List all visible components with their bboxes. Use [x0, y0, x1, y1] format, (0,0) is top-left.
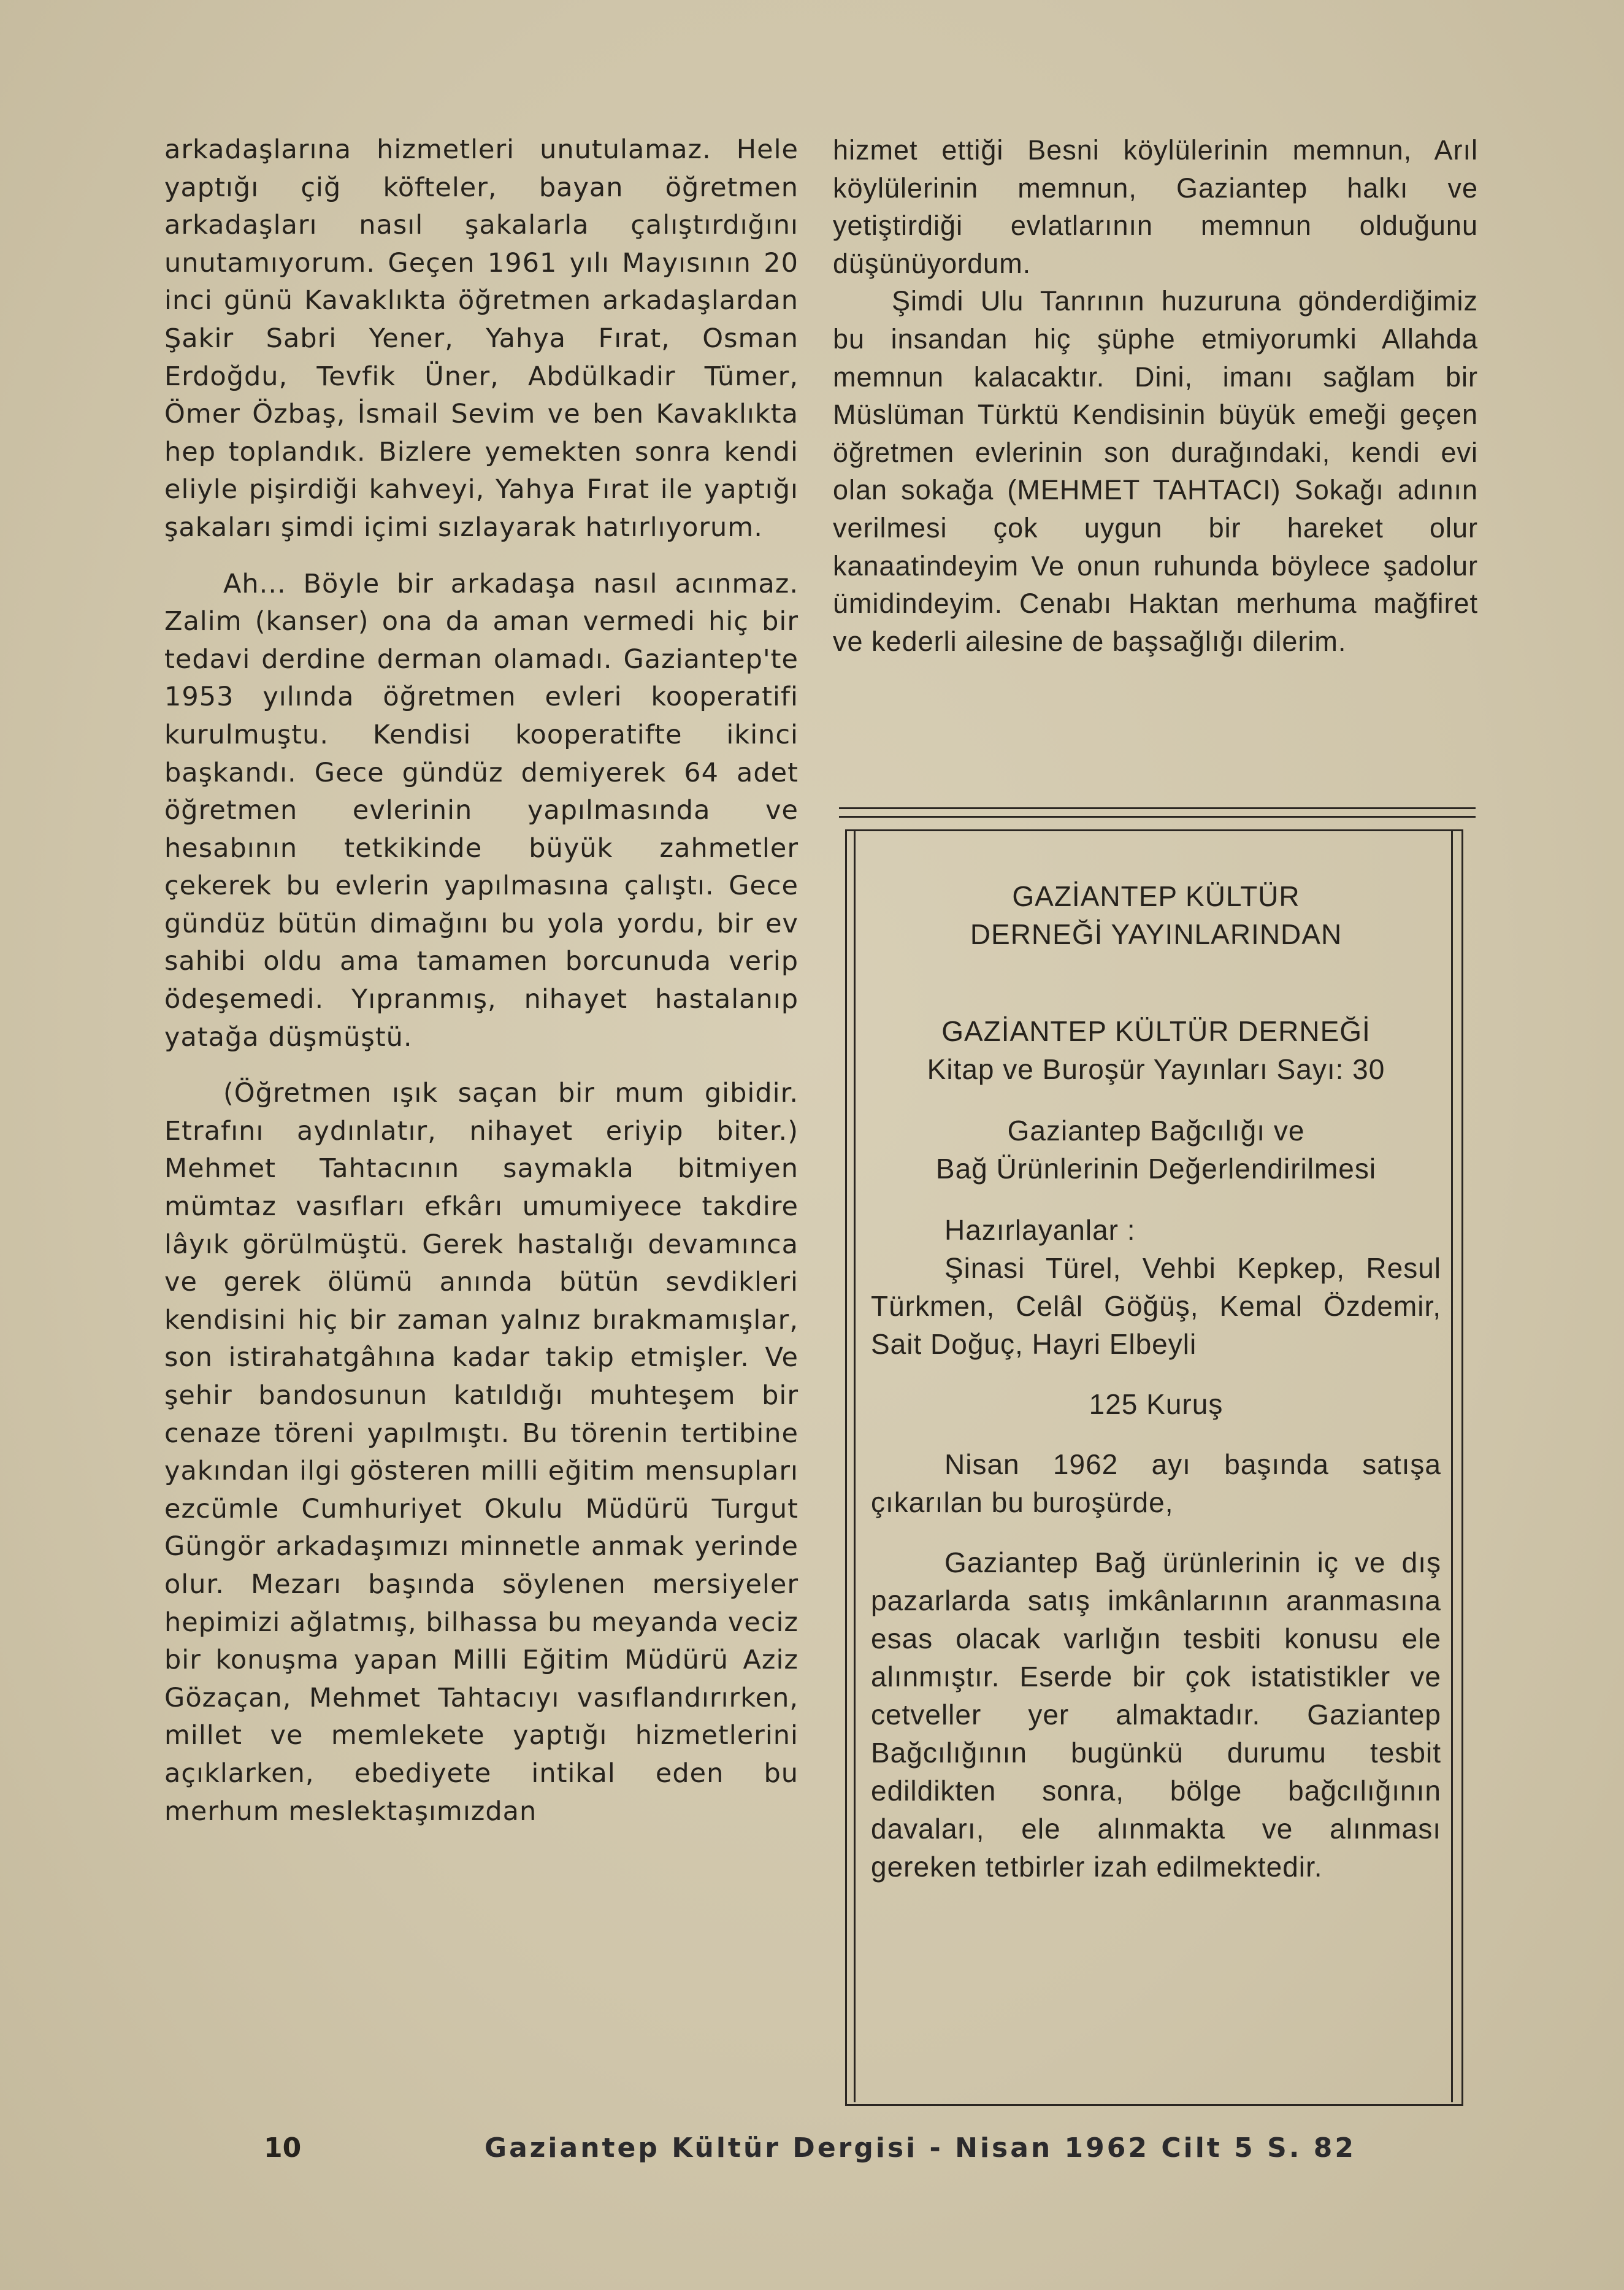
paragraph: Ah... Böyle bir arkadaşa nasıl acınmaz. Zalim (kanser) ona da aman vermedi hiç bir tedavi derdine derman olamadı. Gaziantep'te 1953 yılında öğretmen evleri kooperatifi kurulmuştu. Kendisi kooperatifte ikinci başkandı. Gece gündüz demiyerek 64 adet öğretmen evlerinin yapılmasında ve hesabının tetkikinde büyük zahmetler çekerek bu evlerin yapılmasına çalıştı. Gece gündüz bütün dimağını bu yola yordu, bir ev sahibi oldu ama tamamen borcunuda verip ödeşemedi. Yıpranmış, nihayet hastalanıp yatağa düşmüştü. [164, 568, 799, 1053]
page-number: 10 [264, 2132, 302, 2164]
ad-price: 125 Kuruş [1089, 1388, 1224, 1420]
frame-line [1451, 829, 1453, 2102]
ad-authors: Şinasi Türel, Vehbi Kepkep, Resul Türkmen, Celâl Göğüş, Kemal Özdemir, Sait Doğuç, Hayri Elbeyli [871, 1252, 1441, 1360]
left-column [164, 131, 799, 1831]
ad-authors-label: Hazırlayanlar : [944, 1214, 1136, 1246]
journal-title: Gaziantep Kültür Dergisi - Nisan 1962 Cilt 5 S. 82 [485, 2132, 1357, 2164]
ad-heading: GAZİANTEP KÜLTÜR [1012, 880, 1300, 912]
ad-title: Gaziantep Bağcılığı ve [1007, 1115, 1305, 1147]
divider-rule [839, 816, 1476, 818]
right-column [833, 131, 1478, 660]
paragraph: arkadaşlarına hizmetleri unutulamaz. Hele yaptığı çiğ köfteler, bayan öğretmen arkadaşları nasıl şakalarla çalıştırdığını unutamıyorum. Geçen 1961 yılı Mayısının 20 inci günü Kavaklıkta öğretmen arkadaşlardan Şakir Sabri Yener, Yahya Fırat, Osman Erdoğdu, Tevfik Üner, Abdülkadir Tümer, Ömer Özbaş, İsmail Sevim ve ben Kavaklıkta hep toplandık. Bizlere yemekten sonra kendi eliyle pişirdiği kahveyi, Yahya Fırat ile yaptığı şakaları şimdi içimi sızlayarak hatırlıyorum. [164, 134, 799, 543]
ad-heading: DERNEĞİ YAYINLARINDAN [970, 918, 1342, 950]
ad-series: Kitap ve Buroşür Yayınları Sayı: 30 [927, 1053, 1385, 1085]
paragraph: hizmet ettiği Besni köylülerinin memnun, Arıl köylülerinin memnun, Gaziantep halkı ve yetiştirdiği evlatlarının memnun olduğunu düşünüyordum. [833, 134, 1478, 279]
ad-description: Gaziantep Bağ ürünlerinin iç ve dış pazarlarda satış imkânlarının aranmasına esas olacak varlığın tesbiti konusu ele alınmıştır. Eserde bir çok istatistikler ve cetveller yer almaktadır. Gaziantep Bağcılığının bugünkü durumu tesbit edildikten sonra, bölge bağcılığının davaları, ele alınmakta ve alınması gereken tetbirler izah edilmektedir. [871, 1547, 1441, 1883]
ad-title: Bağ Ürünlerinin Değerlendirilmesi [935, 1153, 1377, 1185]
frame-line [854, 829, 856, 2102]
paragraph: (Öğretmen ışık saçan bir mum gibidir. Etrafını aydınlatır, nihayet eriyip biter.) Mehmet Tahtacının saymakla bitmiyen mümtaz vasıfları efkârı umumiyece takdire lâyık görülmüştü. Gerek hastalığı devamınca ve gerek ölümü anında bütün sevdikleri kendisini hiç bir zaman yalnız bırakmamışlar, son istirahatgâhına kadar takip etmişler. Ve şehir bandosunun katıldığı muhteşem bir cenaze töreni yapılmıştı. Bu törenin tertibine yakından ilgi gösteren milli eğitim mensupları ezcümle Cumhuriyet Okulu Müdürü Turgut Güngör arkadaşımızı minnetle anmak yerinde olur. Mezarı başında söylenen mersiyeler hepimizi ağlatmış, bilhassa bu meyanda veciz bir konuşma yapan Milli Eğitim Müdürü Aziz Gözaçan, Mehmet Tahtacıyı vasıflandırırken, millet ve memlekete yaptığı hizmetlerini açıklarken, ebediyete intikal eden bu merhum meslektaşımızdan [164, 1078, 799, 1827]
ad-publisher: GAZİANTEP KÜLTÜR DERNEĞİ [941, 1015, 1371, 1047]
divider-rule [839, 807, 1476, 809]
ad-release: Nisan 1962 ayı başında satışa çıkarılan bu buroşürde, [871, 1448, 1441, 1518]
publication-advertisement [871, 877, 1441, 1886]
paragraph: Şimdi Ulu Tanrının huzuruna gönderdiğimiz bu insandan hiç şüphe etmiyorumki Allahda memnun kalacaktır. Dini, imanı sağlam bir Müslüman Türktü Kendisinin büyük emeği geçen öğretmen evlerinin son durağındaki, kendi evi olan sokağa (MEHMET TAHTACI) Sokağı adının verilmesi çok uygun bir hareket olur kanaatindeyim Ve onun ruhunda böylece şadolur ümidindeyim. Cenabı Haktan merhuma mağfiret ve kederli ailesine de başsağlığı dilerim. [833, 285, 1478, 657]
